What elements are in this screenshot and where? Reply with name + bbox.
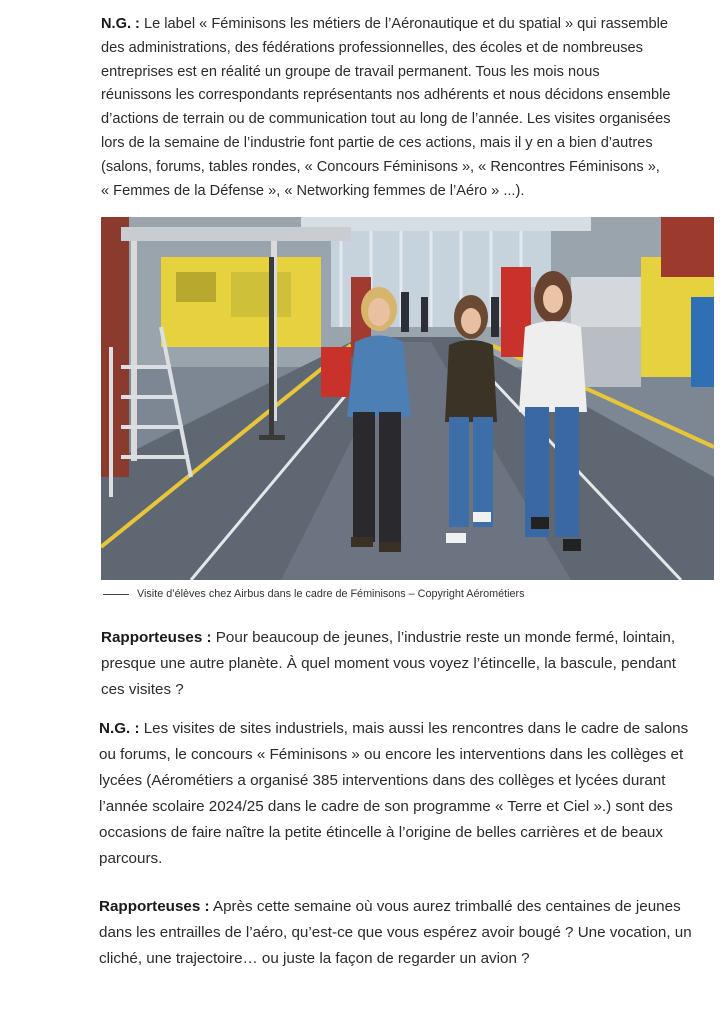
text-line: lors de la semaine de l’industrie font partie de ces actions, mais il y en a bien d’autres <box>101 134 653 151</box>
speaker-label: Rapporteuses : <box>99 898 210 915</box>
text-line: Les visites de sites industriels, mais aussi les rencontres dans le cadre de salons <box>143 720 689 737</box>
text-line: cliché, une trajectoire… ou juste la façon de regarder un avion ? <box>99 950 530 967</box>
text-line: occasions de faire naître la petite étincelle à l’origine de belles carrières et de beaux <box>99 824 663 841</box>
text-line: réunissons les correspondants représentants nos adhérents et nous décidons ensemble <box>101 87 671 104</box>
paragraph-ng-answer <box>99 716 717 872</box>
caption-text: Visite d’élèves chez Airbus dans le cadre de Féminisons – Copyright Aérométiers <box>137 588 525 600</box>
text-line: dans les entrailles de l’aéro, qu’est-ce que vous espérez avoir bougé ? Une vocation, un <box>99 924 692 941</box>
speaker-label: N.G. : <box>101 16 140 32</box>
text-line: presque une autre planète. À quel moment vous voyez l’étincelle, la bascule, pendant <box>101 655 676 672</box>
paragraph-rapporteuses-question-1 <box>101 625 713 703</box>
photo-caption <box>101 586 714 602</box>
text-line: ces visites ? <box>101 681 184 698</box>
text-line: entreprises est en réalité un groupe de travail permanent. Tous les mois nous <box>101 63 600 80</box>
text-line: Après cette semaine où vous aurez trimballé des centaines de jeunes <box>212 898 681 915</box>
speaker-label: Rapporteuses : <box>101 629 212 646</box>
text-line: lycées (Aérométiers a organisé 385 interventions dans des collèges et lycées durant <box>99 772 666 789</box>
text-line: (salons, forums, tables rondes, « Concours Féminisons », « Rencontres Féminisons », <box>101 158 660 175</box>
caption-dash <box>103 594 129 595</box>
text-line: ou forums, le concours « Féminisons » ou encore les interventions dans les collèges et <box>99 746 684 763</box>
airbus-factory-photo <box>101 217 714 580</box>
speaker-label: N.G. : <box>99 720 140 737</box>
text-line: d’actions de terrain ou de communication tout au long de l’année. Les visites organisées <box>101 111 671 128</box>
text-line: parcours. <box>99 850 163 867</box>
paragraph-rapporteuses-question-2 <box>99 894 721 972</box>
paragraph-ng-label <box>101 13 701 203</box>
text-line: « Femmes de la Défense », « Networking femmes de l’Aéro » ...). <box>101 182 525 199</box>
text-line: l’année scolaire 2024/25 dans le cadre de son programme « Terre et Ciel ».) sont des <box>99 798 673 815</box>
text-line: des administrations, des fédérations professionnelles, des écoles et de nombreuses <box>101 39 643 56</box>
text-line: Le label « Féminisons les métiers de l’Aéronautique et du spatial » qui rassemble <box>143 16 669 32</box>
text-line: Pour beaucoup de jeunes, l’industrie reste un monde fermé, lointain, <box>215 629 676 646</box>
